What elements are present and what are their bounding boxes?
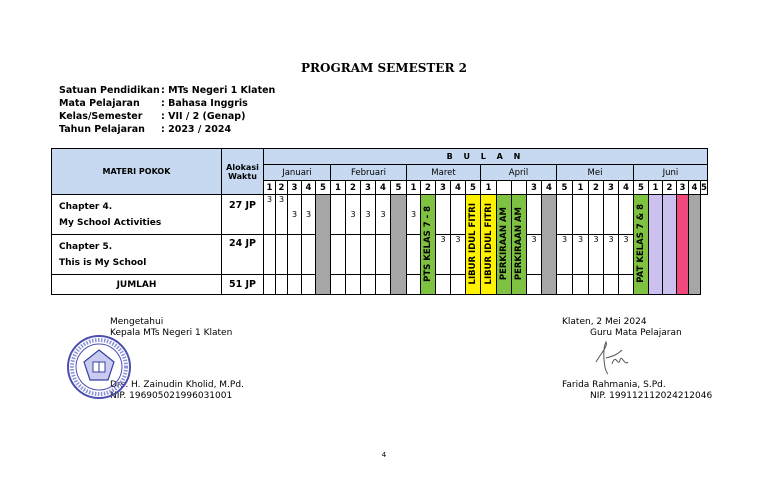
holiday-cell: LIBUR IDUL FITRI [481,195,497,295]
holiday-cell: LIBUR IDUL FITRI [466,195,481,295]
schedule-cell: 3 [288,195,302,235]
schedule-cell [331,195,346,235]
week-number: 5 [391,181,407,195]
schedule-cell: 3 [557,235,573,275]
week-number: 4 [542,181,557,195]
month-header: Januari [264,165,331,181]
schedule-cell: 3 [346,195,361,235]
week-number: 4 [689,181,701,195]
school-stamp-icon [66,334,132,400]
holiday-cell [689,195,701,295]
alokasi-cell: 24 JP [222,235,264,275]
week-number: 1 [331,181,346,195]
week-number: 5 [701,182,707,193]
week-number: 4 [619,181,634,195]
schedule-cell: 3 [302,195,316,235]
schedule-cell [276,235,288,275]
week-number: 5 [466,181,481,195]
week-number: 3 [604,181,619,195]
schedule-cell [288,235,302,275]
pink-cell [677,195,689,295]
schedule-cell [376,235,391,275]
schedule-cell [557,195,573,235]
schedule-cell [527,195,542,235]
week-number: 4 [451,181,466,195]
schedule-cell: 3 [361,195,376,235]
schedule-cell: 3 [619,235,634,275]
signature-right: Klaten, 2 Mei 2024 Guru Mata Pelajaran [562,317,682,338]
week-number: 3 [361,181,376,195]
schedule-cell [451,195,466,235]
signature-left-name: Drs. H. Zainudin Kholid, M.Pd. NIP. 196905021996031001 [110,380,244,401]
info-row: Tahun Pelajaran : 2023 / 2024 [59,124,232,135]
holiday-cell [316,195,331,295]
schedule-cell [407,235,421,275]
schedule-cell [264,235,276,275]
week-number: 3 [527,181,542,195]
bulan-header: B U L A N [264,149,708,165]
month-header: Maret [407,165,481,181]
schedule-cell: 3 [527,235,542,275]
week-number: 5 [316,181,331,195]
week-number: 4 [302,181,316,195]
schedule-cell [589,195,604,235]
schedule-cell: 3 [436,235,451,275]
schedule-cell [302,235,316,275]
materi-cell: Chapter 4. My School Activities [52,195,222,235]
schedule-cell: 3 [276,195,288,235]
holiday-cell [391,195,407,295]
page-number: 4 [381,451,387,459]
week-number: 2 [421,181,436,195]
info-row: Kelas/Semester : VII / 2 (Genap) [59,111,246,122]
jumlah-label: JUMLAH [52,275,222,295]
schedule-cell: 3 [451,235,466,275]
materi-cell: Chapter 5. This is My School [52,235,222,275]
week-number: 1 [573,181,589,195]
signature-right-name: Farida Rahmania, S.Pd. NIP. 199112112024212046 [562,380,713,401]
week-number: 1 [649,181,663,195]
month-header: April [481,165,557,181]
handwritten-signature-icon [592,340,632,376]
schedule-cell [331,235,346,275]
am-cell: PERKIRAAN AM [497,195,512,295]
schedule-table [51,148,708,295]
schedule-cell [604,195,619,235]
materi-header: MATERI POKOK [52,149,222,195]
schedule-cell: 3 [407,195,421,235]
schedule-cell [573,195,589,235]
week-number: 2 [589,181,604,195]
week-number: 2 [276,181,288,195]
week-number [497,181,512,195]
week-number: 1 [264,181,276,195]
week-number: 5 [634,181,649,195]
week-number: 1 [481,181,497,195]
schedule-cell [361,235,376,275]
jumlah-value: 51 JP [222,275,264,295]
week-number: 3 [288,181,302,195]
schedule-cell: 3 [573,235,589,275]
lavender-cell [663,195,677,295]
pat-cell: PAT KELAS 7 & 8 [634,195,649,295]
month-header: Februari [331,165,407,181]
week-number: 5 [557,181,573,195]
week-number: 3 [436,181,451,195]
schedule-cell: 3 [376,195,391,235]
document-info [59,84,275,136]
alokasi-cell: 27 JP [222,195,264,235]
pts-cell: PTS KELAS 7 - 8 [421,195,436,295]
week-number: 2 [346,181,361,195]
holiday-cell [542,195,557,295]
schedule-cell: 3 [589,235,604,275]
info-row: Mata Pelajaran : Bahasa Inggris [59,98,248,109]
schedule-cell [346,235,361,275]
schedule-cell [619,195,634,235]
schedule-cell [436,195,451,235]
schedule-cell: 3 [264,195,276,235]
month-header: Mei [557,165,634,181]
week-number: 4 [376,181,391,195]
info-row: Satuan Pendidikan : MTs Negeri 1 Klaten [59,85,276,96]
page-title: PROGRAM SEMESTER 2 [301,61,467,75]
schedule-cell: 3 [604,235,619,275]
month-header: Juni [634,165,708,181]
signature-left: Mengetahui Kepala MTs Negeri 1 Klaten [110,317,233,338]
week-number [512,181,527,195]
lavender-cell [649,195,663,295]
alokasi-header: Alokasi Waktu [222,149,264,195]
week-number: 3 [677,181,689,195]
week-number: 1 [407,181,421,195]
am-cell: PERKIRAAN AM [512,195,527,295]
week-number: 2 [663,181,677,195]
